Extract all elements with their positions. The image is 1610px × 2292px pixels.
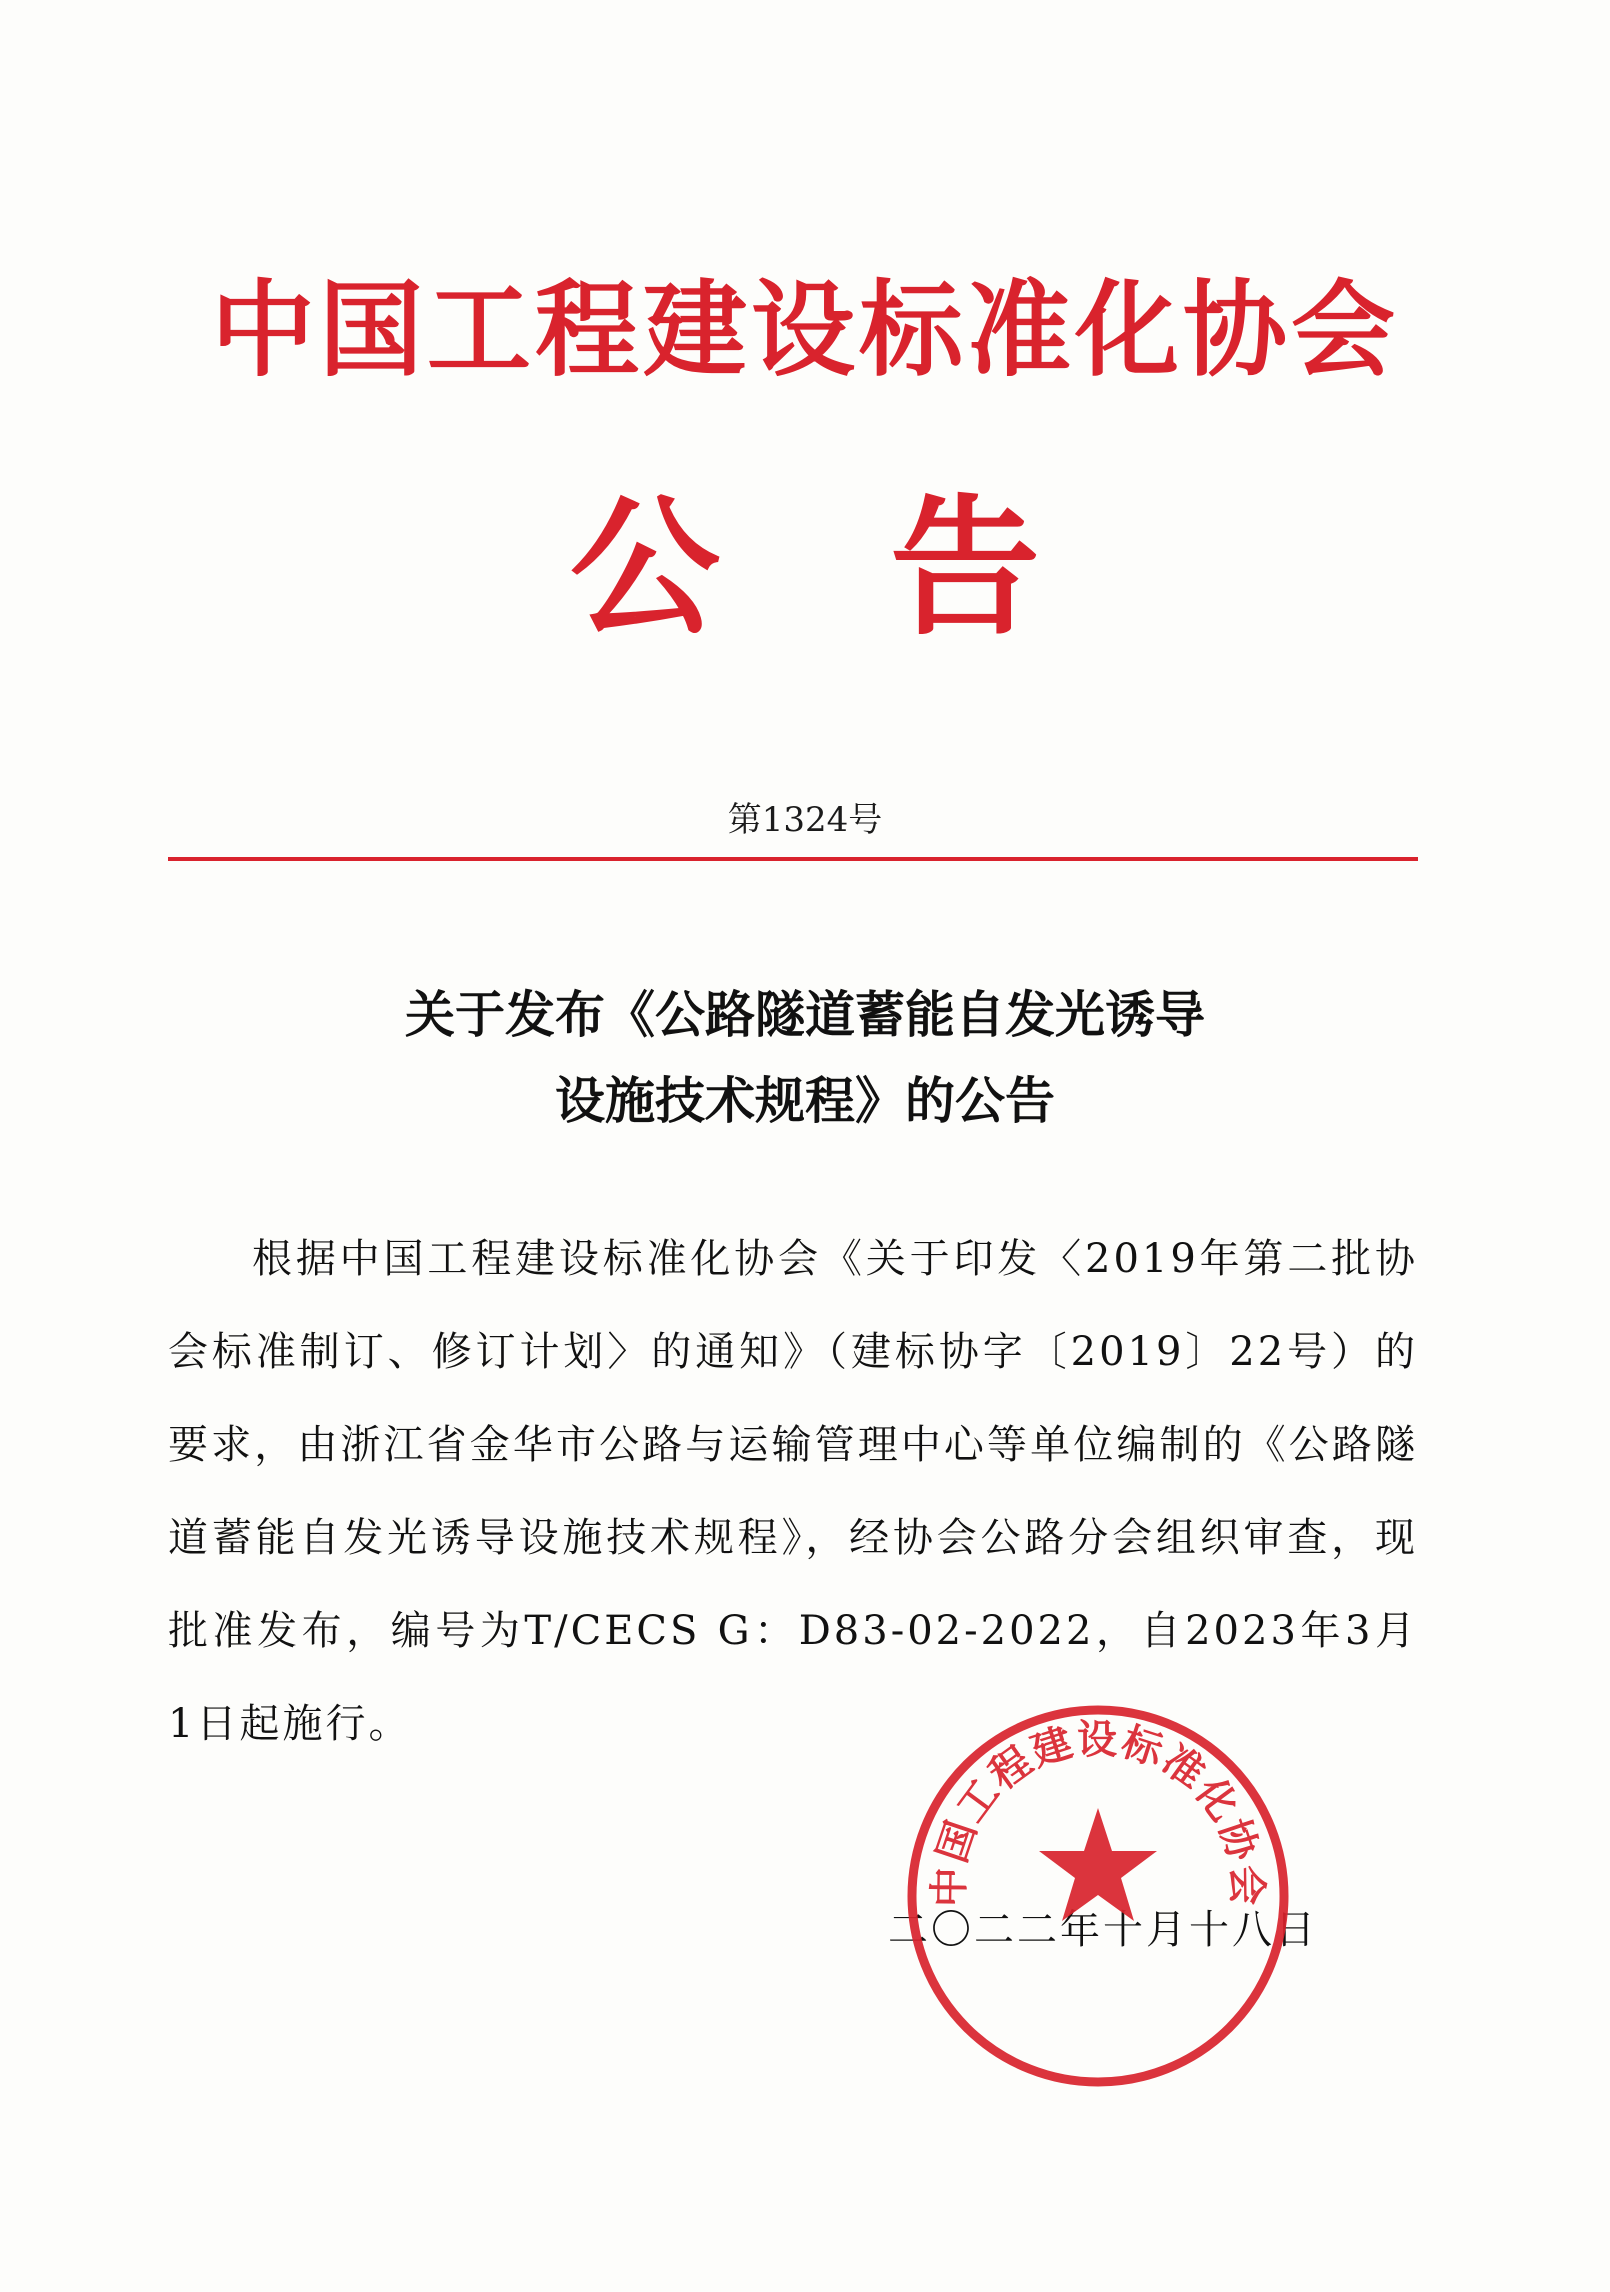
signature-date: 二〇二二年十月十八日 xyxy=(888,1907,1318,1953)
seal-star-icon xyxy=(1039,1808,1157,1921)
issuing-organization-title: 中国工程建设标准化协会 xyxy=(210,268,1399,391)
red-divider-line xyxy=(168,857,1418,861)
seal-text-path: 中国工程建设标准化协会 xyxy=(925,1716,1271,1908)
document-number: 第1324号 xyxy=(727,800,883,840)
notice-title-char-2: 告 xyxy=(890,480,1041,656)
announcement-heading xyxy=(0,972,1610,1144)
official-seal-stamp xyxy=(898,1696,1298,2096)
notice-title xyxy=(0,478,1610,658)
heading-line-1: 关于发布《公路隧道蓄能自发光诱导 xyxy=(405,986,1205,1044)
heading-line-2: 设施技术规程》的公告 xyxy=(555,1072,1055,1130)
notice-title-char-1: 公 xyxy=(569,480,720,656)
announcement-body: 根据中国工程建设标准化协会《关于印发〈2019年第二批协会标准制订、修订计划〉的通知》（建标协字〔2019〕22号）的要求，由浙江省金华市公路与运输管理中心等单位编制的《公路隧道蓄能自发光诱导设施技术规程》，经协会公路分会组织审查，现批准发布，编号为T/CECS G：D83-02-2022，自2023年3月1日起施行。 xyxy=(168,1236,1418,1747)
